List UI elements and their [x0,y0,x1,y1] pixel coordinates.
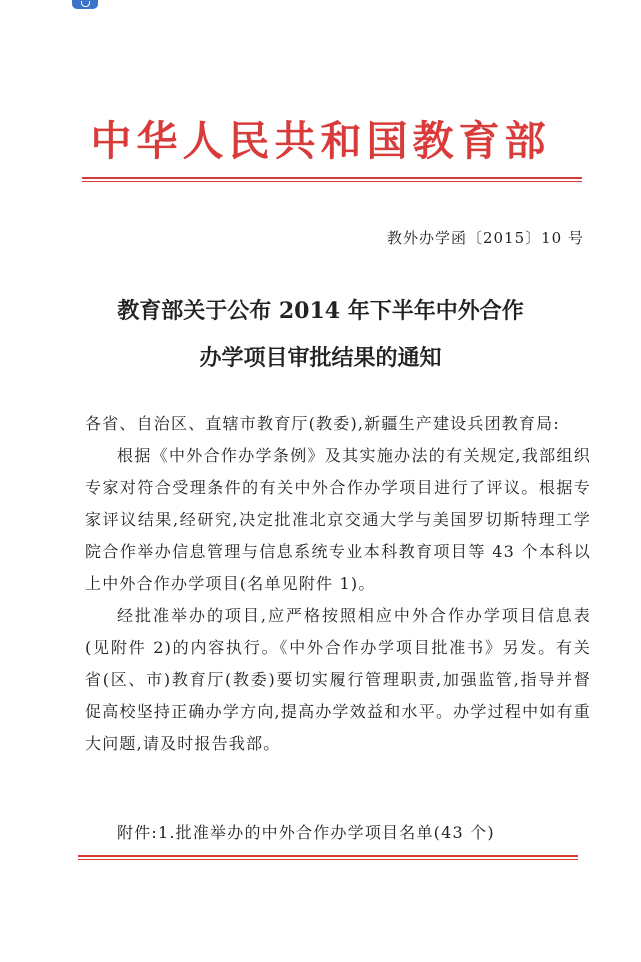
notice-title-line-1: 教育部关于公布 2014 年下半年中外合作 [117,298,524,324]
attachment-line: 附件:1.批准举办的中外合作办学项目名单(43 个) [117,823,495,842]
corner-tab-icon [72,0,98,9]
footer-red-rule [78,855,578,860]
masthead-red-rule [82,177,582,182]
body-paragraph-2: 经批准举办的项目,应严格按照相应中外合作办学项目信息表(见附件 2)的内容执行。《中外合作办学项目批准书》另发。有关省(区、市)教育厅(教委)要切实履行管理职责,加强监管,指导并督促高校坚持正确办学方向,提高办学效益和水平。办学过程中如有重大问题,请及时报告我部。 [85,606,591,753]
document-number: 教外办学函〔2015〕10 号 [386,229,584,247]
body-paragraph-1: 根据《中外合作办学条例》及其实施办法的有关规定,我部组织专家对符合受理条件的有关中外合作办学项目进行了评议。根据专家评议结果,经研究,决定批准北京交通大学与美国罗切斯特理工学院合作举办信息管理与信息系统专业本科教育项目等 43 个本科以上中外合作办学项目(名单见附件 1)。 [85,446,591,593]
notice-title-line-2: 办学项目审批结果的通知 [199,345,442,371]
salutation: 各省、自治区、直辖市教育厅(教委),新疆生产建设兵团教育局: [85,414,560,433]
masthead-title: 中华人民共和国教育部 [90,117,551,165]
notice-body [85,408,591,760]
